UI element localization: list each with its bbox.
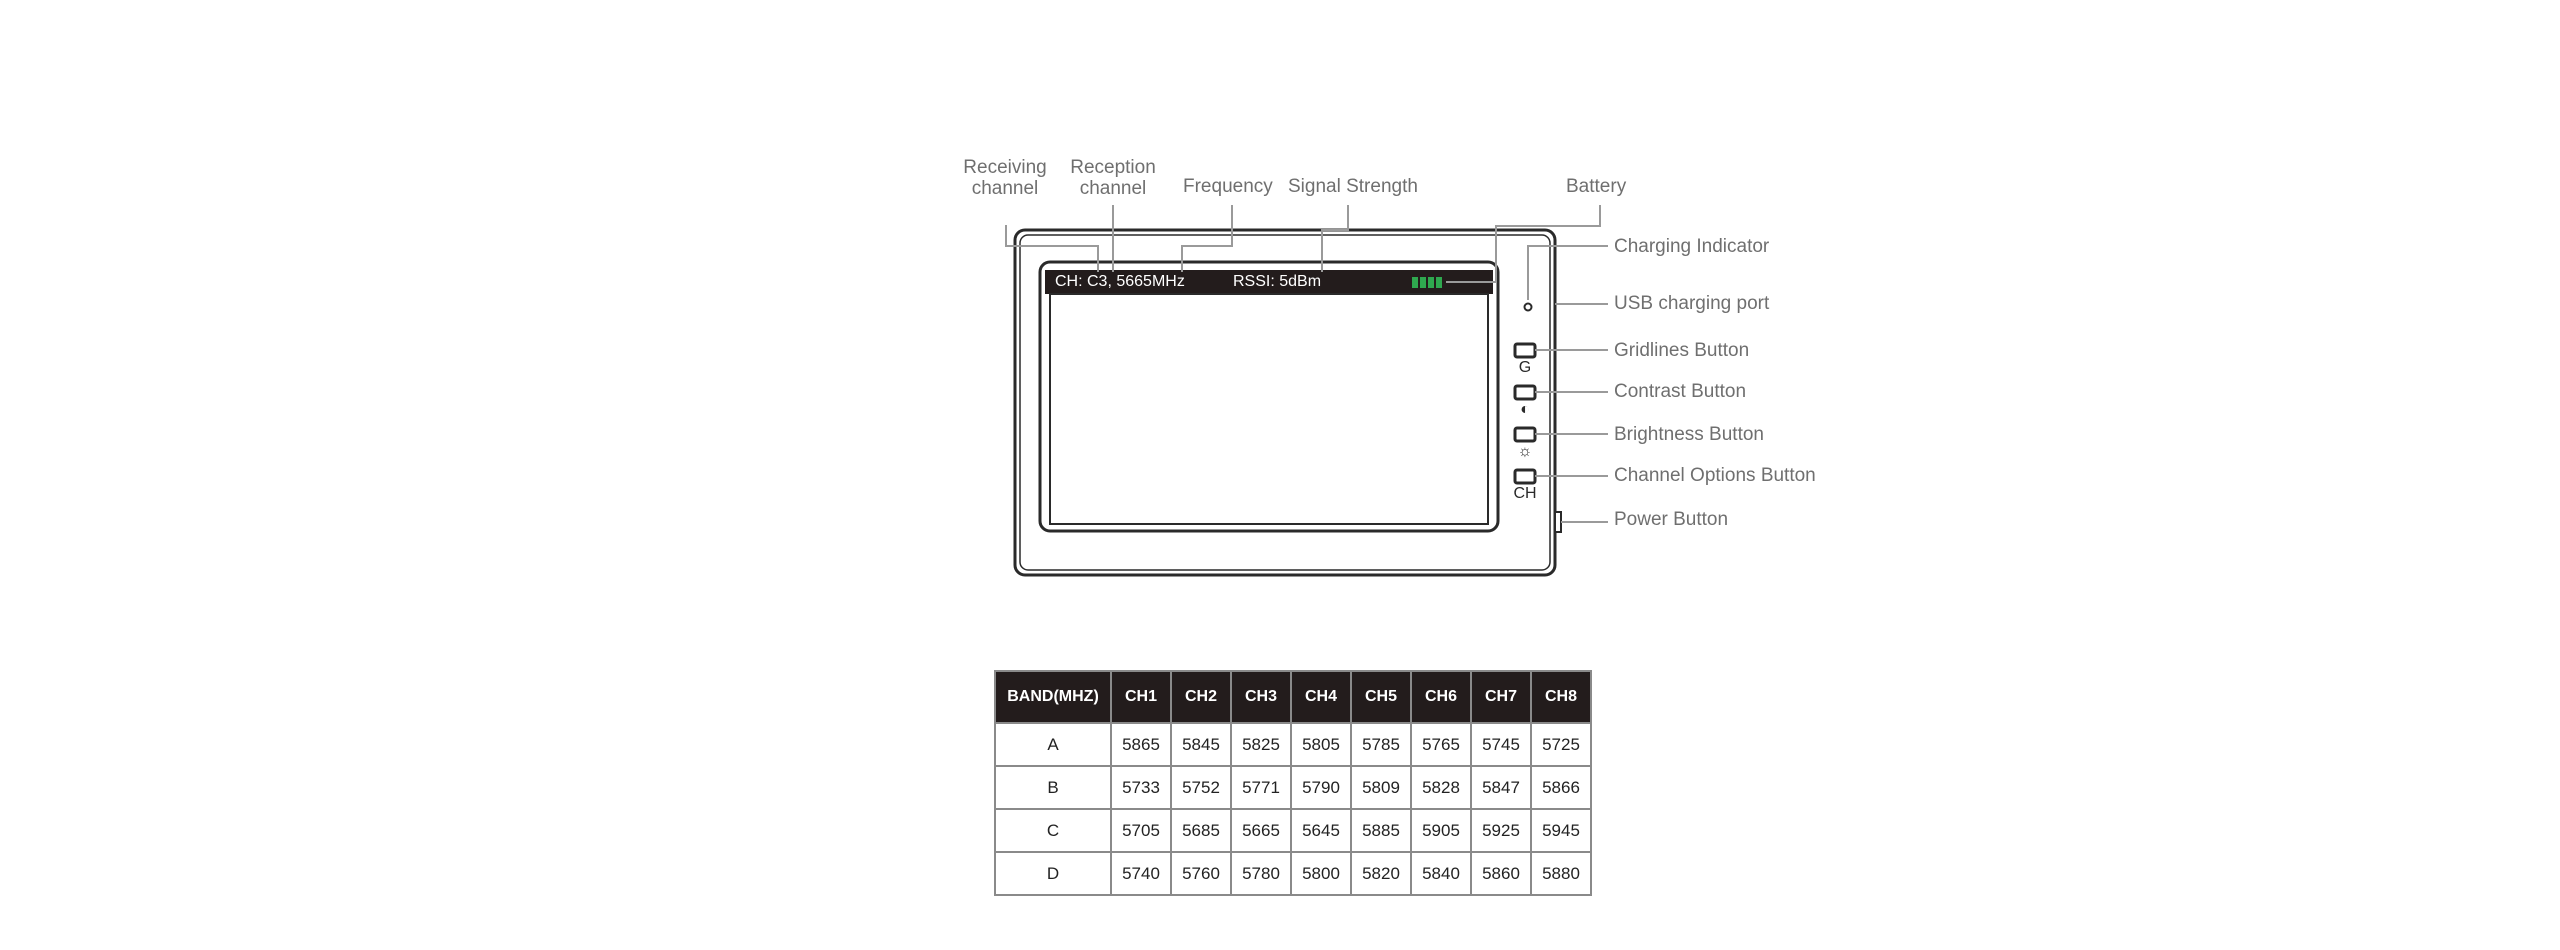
table-row (995, 852, 1591, 895)
table-cell: 5665 (1231, 809, 1291, 852)
table-cell: 5685 (1171, 809, 1231, 852)
table-row (995, 766, 1591, 809)
table-cell: B (995, 766, 1111, 809)
table-cell: 5785 (1351, 723, 1411, 766)
table-cell: A (995, 723, 1111, 766)
usb-port-label: USB charging port (1614, 293, 1770, 314)
receiving-channel-label-line2: channel (971, 178, 1039, 199)
table-cell: 5740 (1111, 852, 1171, 895)
table-row (995, 723, 1591, 766)
osd-rssi: RSSI: 5dBm (1233, 273, 1322, 290)
table-cell: 5805 (1291, 723, 1351, 766)
reception-channel-label (1058, 157, 1168, 199)
charging-indicator-label: Charging Indicator (1614, 236, 1770, 257)
table-cell: 5725 (1531, 723, 1591, 766)
header-band: BAND(MHZ) (995, 671, 1111, 723)
channel-options-button-label: Channel Options Button (1614, 465, 1816, 486)
table-cell: D (995, 852, 1111, 895)
contrast-button-label: Contrast Button (1614, 381, 1747, 402)
band-channel-table (994, 670, 1592, 896)
contrast-icon: ◐ (1520, 401, 1530, 418)
table-cell: 5840 (1411, 852, 1471, 895)
header-ch8: CH8 (1531, 671, 1591, 723)
table-cell: 5880 (1531, 852, 1591, 895)
receiving-channel-label-line1: Receiving (963, 157, 1047, 178)
table-cell: 5925 (1471, 809, 1531, 852)
table-cell: 5705 (1111, 809, 1171, 852)
contrast-button (1515, 386, 1535, 399)
table-cell: 5945 (1531, 809, 1591, 852)
table-row (995, 809, 1591, 852)
receiving-channel-label (950, 157, 1060, 199)
table-cell: 5845 (1171, 723, 1231, 766)
gridlines-button-label: Gridlines Button (1614, 340, 1750, 361)
table-cell: 5765 (1411, 723, 1471, 766)
brightness-button (1515, 428, 1535, 441)
screen-area (1050, 294, 1488, 524)
table-cell: 5780 (1231, 852, 1291, 895)
reception-channel-label-line2: channel (1079, 178, 1147, 199)
signal-strength-label: Signal Strength (1288, 176, 1418, 197)
osd-channel-frequency: CH: C3, 5665MHz (1055, 273, 1185, 290)
header-ch6: CH6 (1411, 671, 1471, 723)
header-ch3: CH3 (1231, 671, 1291, 723)
table-cell: 5828 (1411, 766, 1471, 809)
frequency-label: Frequency (1183, 176, 1273, 197)
header-ch1: CH1 (1111, 671, 1171, 723)
table-cell: 5825 (1231, 723, 1291, 766)
table-cell: 5847 (1471, 766, 1531, 809)
table-cell: 5905 (1411, 809, 1471, 852)
power-button-label: Power Button (1614, 509, 1729, 530)
gridlines-glyph: G (1518, 359, 1532, 376)
table-cell: 5809 (1351, 766, 1411, 809)
table-cell: 5733 (1111, 766, 1171, 809)
table-cell: C (995, 809, 1111, 852)
table-cell: 5760 (1171, 852, 1231, 895)
battery-label: Battery (1566, 176, 1627, 197)
header-ch4: CH4 (1291, 671, 1351, 723)
header-ch5: CH5 (1351, 671, 1411, 723)
channel-options-button (1515, 470, 1535, 483)
reception-channel-label-line1: Reception (1070, 157, 1156, 178)
table-cell: 5860 (1471, 852, 1531, 895)
table-cell: 5866 (1531, 766, 1591, 809)
brightness-icon: ☼ (1517, 443, 1533, 460)
table-cell: 5820 (1351, 852, 1411, 895)
table-header-row (995, 671, 1591, 723)
brightness-button-label: Brightness Button (1614, 424, 1764, 445)
table-cell: 5752 (1171, 766, 1231, 809)
table-cell: 5745 (1471, 723, 1531, 766)
table-cell: 5800 (1291, 852, 1351, 895)
gridlines-button (1515, 344, 1535, 357)
table-cell: 5885 (1351, 809, 1411, 852)
channel-glyph: CH (1513, 485, 1537, 502)
table-cell: 5645 (1291, 809, 1351, 852)
header-ch2: CH2 (1171, 671, 1231, 723)
table-cell: 5771 (1231, 766, 1291, 809)
table-cell: 5865 (1111, 723, 1171, 766)
header-ch7: CH7 (1471, 671, 1531, 723)
table-cell: 5790 (1291, 766, 1351, 809)
power-button (1555, 512, 1561, 532)
